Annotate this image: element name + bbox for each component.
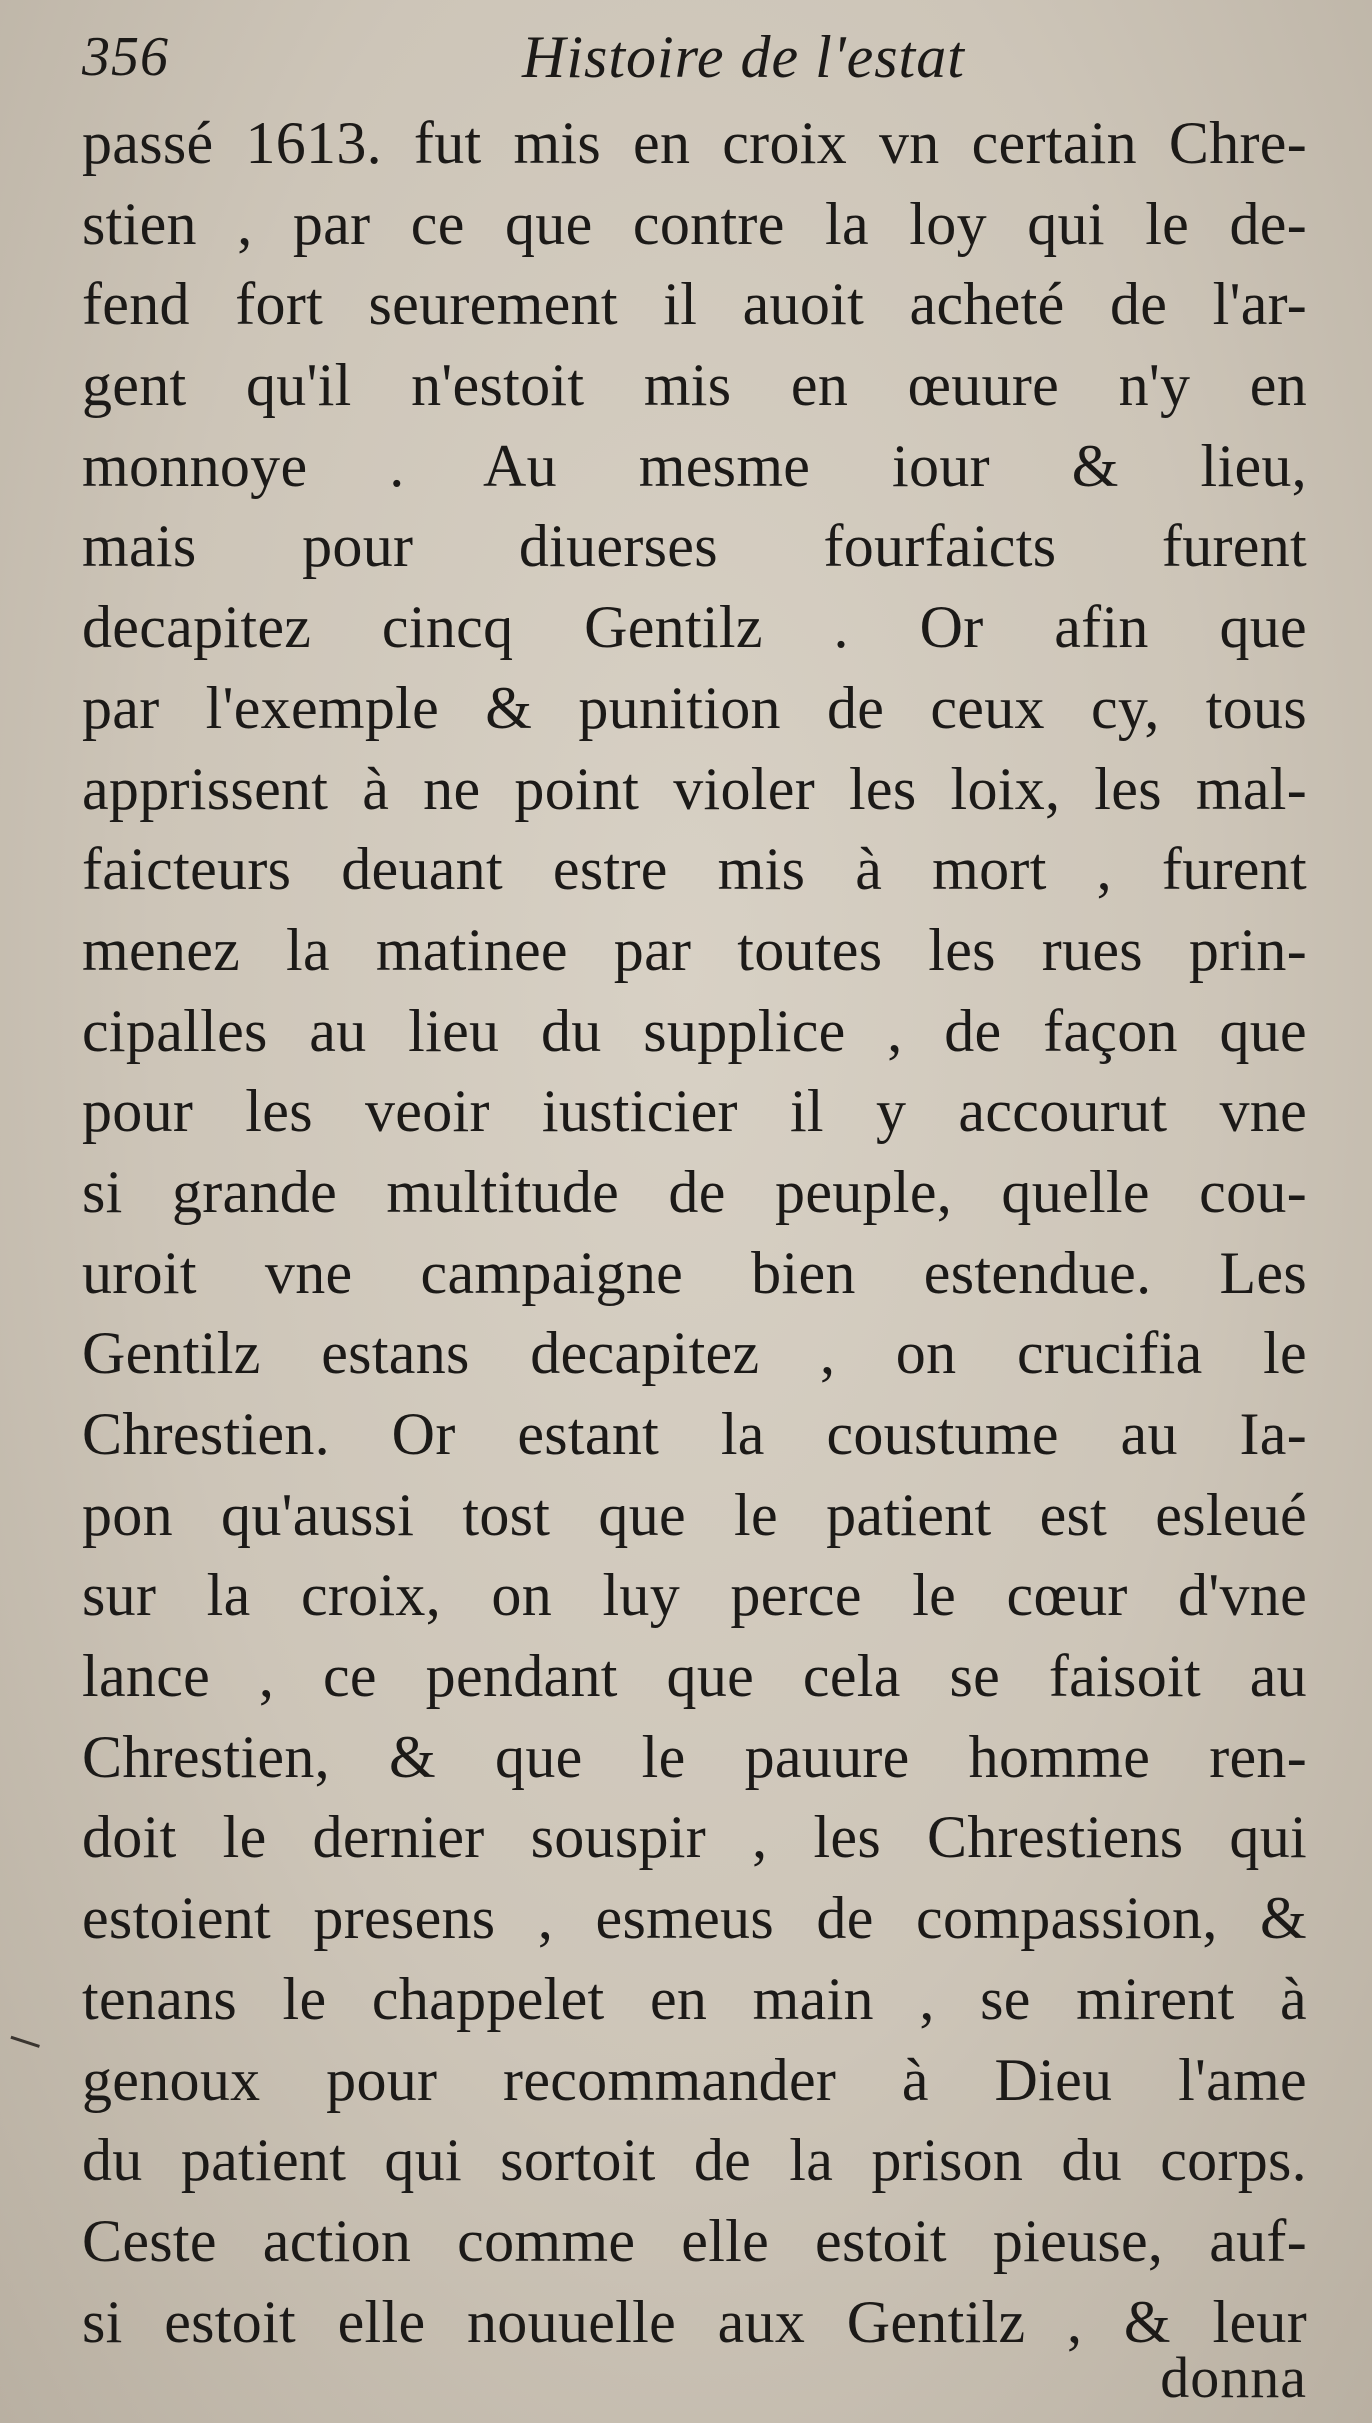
- text-line: si estoit elle nouuelle aux Gentilz , & leur: [82, 2288, 1307, 2355]
- text-line: mais pour diuerses fourfaicts furent: [82, 513, 1307, 580]
- text-line: par l'exemple & punition de ceux cy, tous: [82, 674, 1307, 741]
- page-number: 356: [82, 26, 169, 88]
- text-line: passé 1613. fut mis en croix vn certain Chre-: [82, 110, 1307, 176]
- text-line: Chrestien. Or estant la coustume au Ia-: [82, 1401, 1307, 1467]
- text-line: stien , par ce que contre la loy qui le de-: [82, 190, 1307, 257]
- text-line: cipalles au lieu du supplice , de façon que: [82, 997, 1307, 1064]
- margin-pen-mark: [6, 2036, 40, 2061]
- text-line: sur la croix, on luy perce le cœur d'vne: [82, 1562, 1307, 1629]
- text-line: decapitez cincq Gentilz . Or afin que: [82, 594, 1307, 661]
- text-line: uroit vne campaigne bien estendue. Les: [82, 1239, 1307, 1306]
- text-line: estoient presens , esmeus de compassion, &: [82, 1885, 1307, 1952]
- body-text: [82, 103, 1307, 2362]
- text-line: Gentilz estans decapitez , on crucifia le: [82, 1320, 1307, 1387]
- text-line: fend fort seurement il auoit acheté de l'ar-: [82, 271, 1307, 338]
- text-line: monnoye . Au mesme iour & lieu,: [82, 432, 1307, 499]
- text-line: faicteurs deuant estre mis à mort , furent: [82, 836, 1307, 903]
- text-line: menez la matinee par toutes les rues prin-: [82, 916, 1307, 983]
- text-line: doit le dernier souspir , les Chrestiens qui: [82, 1804, 1307, 1871]
- text-line: Chrestien, & que le pauure homme ren-: [82, 1723, 1307, 1790]
- running-title: Histoire de l'estat: [522, 24, 965, 90]
- text-line: Ceste action comme elle estoit pieuse, auf-: [82, 2207, 1307, 2274]
- catchword: donna: [1160, 2345, 1307, 2410]
- text-line: genoux pour recommander à Dieu l'ame: [82, 2046, 1307, 2113]
- text-line: pour les veoir iusticier il y accourut vne: [82, 1078, 1307, 1145]
- text-line: si grande multitude de peuple, quelle cou-: [82, 1158, 1307, 1225]
- text-line: lance , ce pendant que cela se faisoit au: [82, 1643, 1307, 1710]
- text-line: gent qu'il n'estoit mis en œuure n'y en: [82, 352, 1307, 419]
- page-header: [82, 22, 1322, 92]
- text-line: apprissent à ne point violer les loix, les mal-: [82, 755, 1307, 822]
- text-line: pon qu'aussi tost que le patient est esleué: [82, 1481, 1307, 1548]
- text-line: du patient qui sortoit de la prison du corps.: [82, 2127, 1307, 2194]
- text-line: tenans le chappelet en main , se mirent à: [82, 1965, 1307, 2032]
